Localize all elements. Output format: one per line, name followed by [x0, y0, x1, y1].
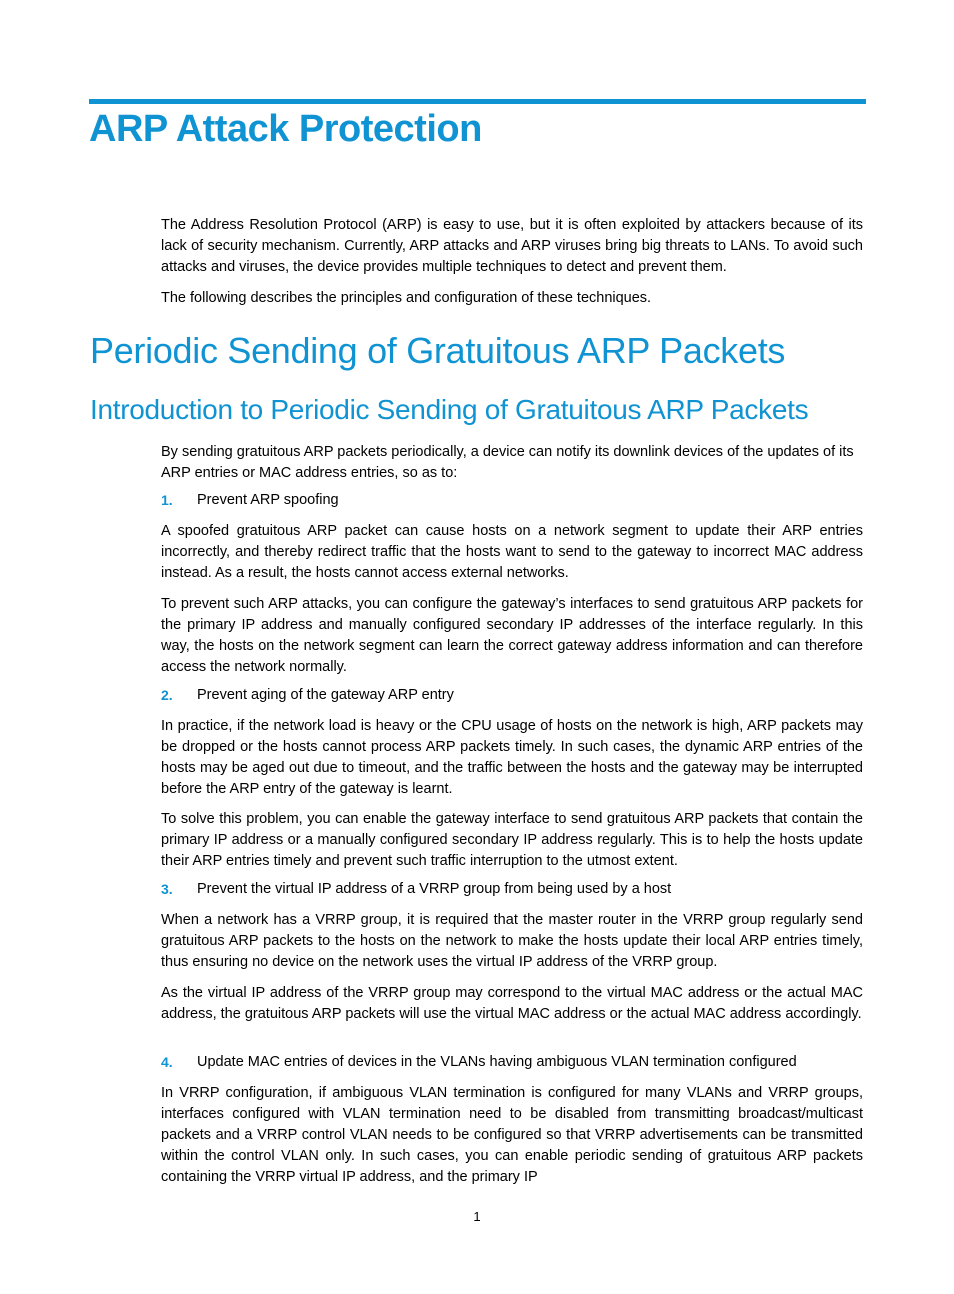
body-paragraph: In VRRP configuration, if ambiguous VLAN termination is configured for many VLANs and VRRP groups, interfaces configured with VLAN termination need to be disabled from transmitting broadcast/multicast packets and a VRRP control VLAN needs to be configured so that VRRP advertisements can be transmitted within the control VLAN only. In such cases, you can enable periodic sending of gratuitous ARP packets containing the VRRP virtual IP address, and the primary IP — [161, 1085, 863, 1185]
body-paragraph: A spoofed gratuitous ARP packet can cause hosts on a network segment to update their ARP entries incorrectly, and thereby redirect traffic that the hosts want to send to the gateway to incorrect MAC address instead. As a result, the hosts cannot access external networks. — [161, 523, 863, 581]
page-title: ARP Attack Protection — [89, 108, 482, 150]
list-item-label: Prevent the virtual IP address of a VRRP group from being used by a host — [197, 881, 672, 897]
body-paragraph: To prevent such ARP attacks, you can configure the gateway’s interfaces to send gratuitous ARP packets for the primary IP address and manually configured secondary IP addresses of the interface regularly. In this way, the hosts on the network segment can learn the correct gateway address information and can therefore access the network normally. — [161, 596, 863, 675]
list-item-number: 4. — [161, 1054, 173, 1070]
intro-paragraph: The Address Resolution Protocol (ARP) is easy to use, but it is often exploited by attackers because of its lack of security mechanism. Currently, ARP attacks and ARP viruses bring big threats to LANs. To avoid such attacks and viruses, the device provides multiple techniques to detect and prevent them. — [161, 217, 863, 275]
list-item-label: Prevent aging of the gateway ARP entry — [197, 687, 454, 703]
body-paragraph: As the virtual IP address of the VRRP group may correspond to the virtual MAC address or the actual MAC address, the gratuitous ARP packets will use the virtual MAC address or the actual MAC address accordingly. — [161, 985, 863, 1022]
section-title: Periodic Sending of Gratuitous ARP Packets — [90, 330, 786, 371]
body-paragraph: In practice, if the network load is heavy or the CPU usage of hosts on the network is high, ARP packets may be dropped or the hosts cannot process ARP packets timely. In such cases, the dynamic ARP entries of the hosts may be aged out due to timeout, and the traffic between the hosts and the gateway may be interrupted before the ARP entry of the gateway is learnt. — [161, 718, 863, 797]
list-item-number: 2. — [161, 687, 173, 703]
page-number: 1 — [473, 1209, 481, 1224]
title-rule — [89, 99, 866, 104]
intro-paragraph: The following describes the principles and configuration of these techniques. — [161, 290, 652, 306]
list-item-label: Prevent ARP spoofing — [197, 492, 339, 508]
body-paragraph: When a network has a VRRP group, it is required that the master router in the VRRP group regularly send gratuitous ARP packets to the hosts on the network to make the hosts update their local ARP entries timely, thus ensuring no device on the network uses the virtual IP address of the VRRP group. — [161, 912, 863, 970]
subsection-intro: By sending gratuitous ARP packets periodically, a device can notify its downlink devices of the updates of its ARP entries or MAC address entries, so as to: — [161, 444, 854, 481]
body-paragraph: To solve this problem, you can enable the gateway interface to send gratuitous ARP packets that contain the primary IP address or a manually configured secondary IP address regularly. This is to help the hosts update their ARP entries timely and prevent such traffic interruption to the utmost extent. — [161, 811, 863, 869]
list-item-number: 3. — [161, 881, 173, 897]
subsection-title: Introduction to Periodic Sending of Gratuitous ARP Packets — [90, 394, 809, 425]
list-item-label: Update MAC entries of devices in the VLANs having ambiguous VLAN termination configured — [197, 1054, 797, 1070]
list-item-number: 1. — [161, 492, 173, 508]
